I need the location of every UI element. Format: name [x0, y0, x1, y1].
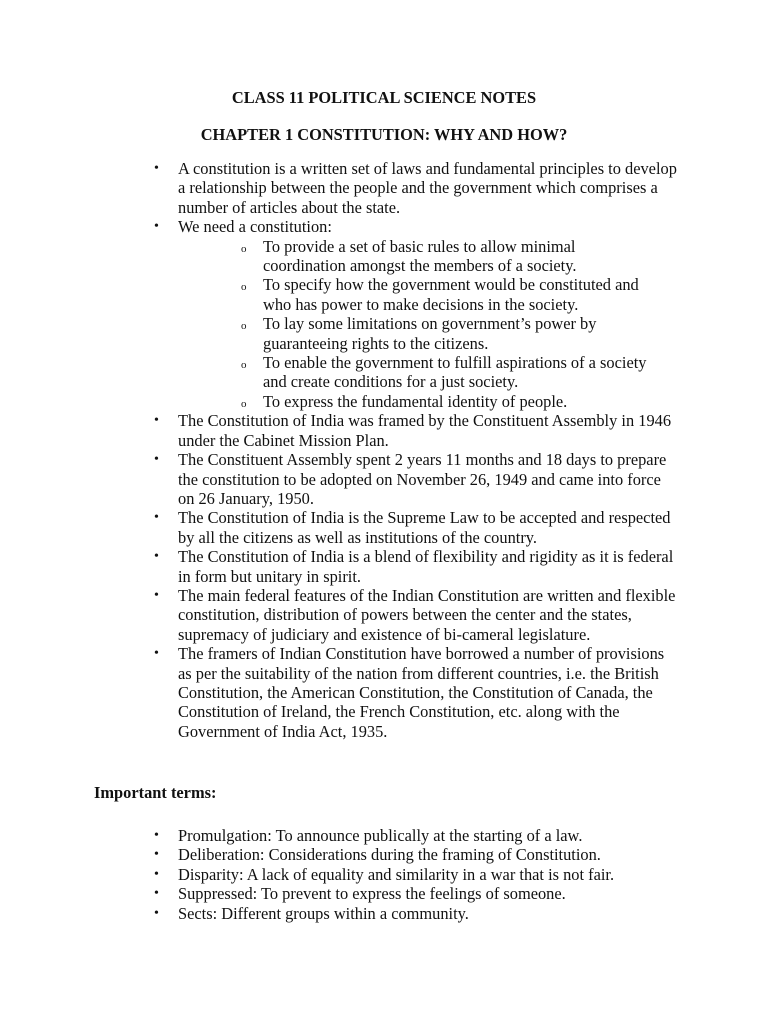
list-item-text: The main federal features of the Indian Constitution are written and flexible constitution, distribution of powers between the center and the states, supremacy of judiciary and existence of bi-cameral legislature. [178, 585, 676, 644]
bullet-icon: • [154, 413, 159, 429]
list-item [154, 585, 678, 644]
bullet-icon: • [154, 161, 159, 176]
list-item [154, 644, 678, 741]
list-item [154, 217, 678, 411]
sub-list-item-text: To enable the government to fulfill aspirations of a society and create conditions for a just society. [263, 353, 647, 392]
list-item-text: The framers of Indian Constitution have borrowed a number of provisions as per the suitability of the nation from different countries, i.e. the British Constitution, the American Constitution, the Constitution of Canada, the Constitution of Ireland, the French Constitution, etc. along with the Government of India Act, 1935. [178, 644, 665, 741]
list-item-text: We need a constitution: [178, 217, 332, 237]
circle-bullet-icon: o [241, 242, 247, 255]
list-item-text: The Constituent Assembly spent 2 years 11 months and 18 days to prepare the constitution to be adopted on November 26, 1949 and came into force on 26 January, 1950. [178, 450, 667, 508]
important-terms-list [154, 826, 698, 923]
bullet-icon: • [154, 219, 159, 235]
bullet-icon: • [154, 646, 159, 662]
sub-list-item [241, 314, 653, 353]
bullet-icon: • [154, 452, 159, 468]
list-item-text: A constitution is a written set of laws and fundamental principles to develop a relationship between the people and the government which comprises a number of articles about the state. [178, 159, 677, 217]
sub-list-item [241, 391, 653, 411]
sub-list-item-text: To specify how the government would be constituted and who has power to make decisions in the society. [263, 275, 639, 314]
bullet-icon: • [154, 866, 159, 882]
term-text: Promulgation: To announce publically at the starting of a law. [178, 826, 583, 845]
list-item [154, 159, 678, 217]
circle-bullet-icon: o [241, 397, 247, 410]
bullet-icon: • [154, 549, 159, 565]
list-item [154, 450, 678, 508]
sub-list-item-text: To express the fundamental identity of people. [263, 391, 568, 411]
list-item [154, 508, 678, 547]
term-text: Disparity: A lack of equality and similarity in a war that is not fair. [178, 864, 615, 884]
main-points-list [154, 159, 678, 741]
list-item-text: The Constitution of India is the Supreme Law to be accepted and respected by all the citizens as well as institutions of the country. [178, 508, 671, 547]
list-item-text: The Constitution of India was framed by the Constituent Assembly in 1946 under the Cabinet Mission Plan. [178, 411, 672, 450]
bullet-icon: • [154, 587, 159, 603]
bullet-icon: • [154, 847, 159, 863]
sub-list-item-text: To lay some limitations on government’s power by guaranteeing rights to the citizens. [263, 314, 597, 353]
term-item [154, 884, 698, 904]
circle-bullet-icon: o [241, 320, 247, 333]
list-item-text: The Constitution of India is a blend of flexibility and rigidity as it is federal in form but unitary in spirit. [178, 547, 674, 586]
term-item [154, 826, 698, 845]
circle-bullet-icon: o [241, 359, 247, 372]
list-item [154, 547, 678, 586]
bullet-icon: • [154, 905, 159, 921]
term-item [154, 903, 698, 923]
term-text: Suppressed: To prevent to express the feelings of someone. [178, 884, 566, 904]
bullet-icon: • [154, 828, 159, 843]
sub-list-item [241, 353, 653, 392]
document-title: CLASS 11 POLITICAL SCIENCE NOTES [231, 88, 537, 107]
bullet-icon: • [154, 886, 159, 902]
chapter-title: CHAPTER 1 CONSTITUTION: WHY AND HOW? [200, 125, 568, 144]
term-text: Deliberation: Considerations during the framing of Constitution. [178, 845, 601, 865]
sub-list-item-text: To provide a set of basic rules to allow minimal coordination amongst the members of a society. [263, 236, 577, 276]
list-item [154, 411, 678, 450]
bullet-icon: • [154, 510, 159, 526]
sub-list-item [241, 236, 653, 276]
important-terms-heading: Important terms: [94, 783, 217, 802]
need-reasons-list [178, 237, 653, 412]
term-text: Sects: Different groups within a community. [178, 903, 469, 923]
term-item [154, 864, 698, 884]
sub-list-item [241, 275, 653, 314]
circle-bullet-icon: o [241, 281, 247, 294]
term-item [154, 845, 698, 865]
